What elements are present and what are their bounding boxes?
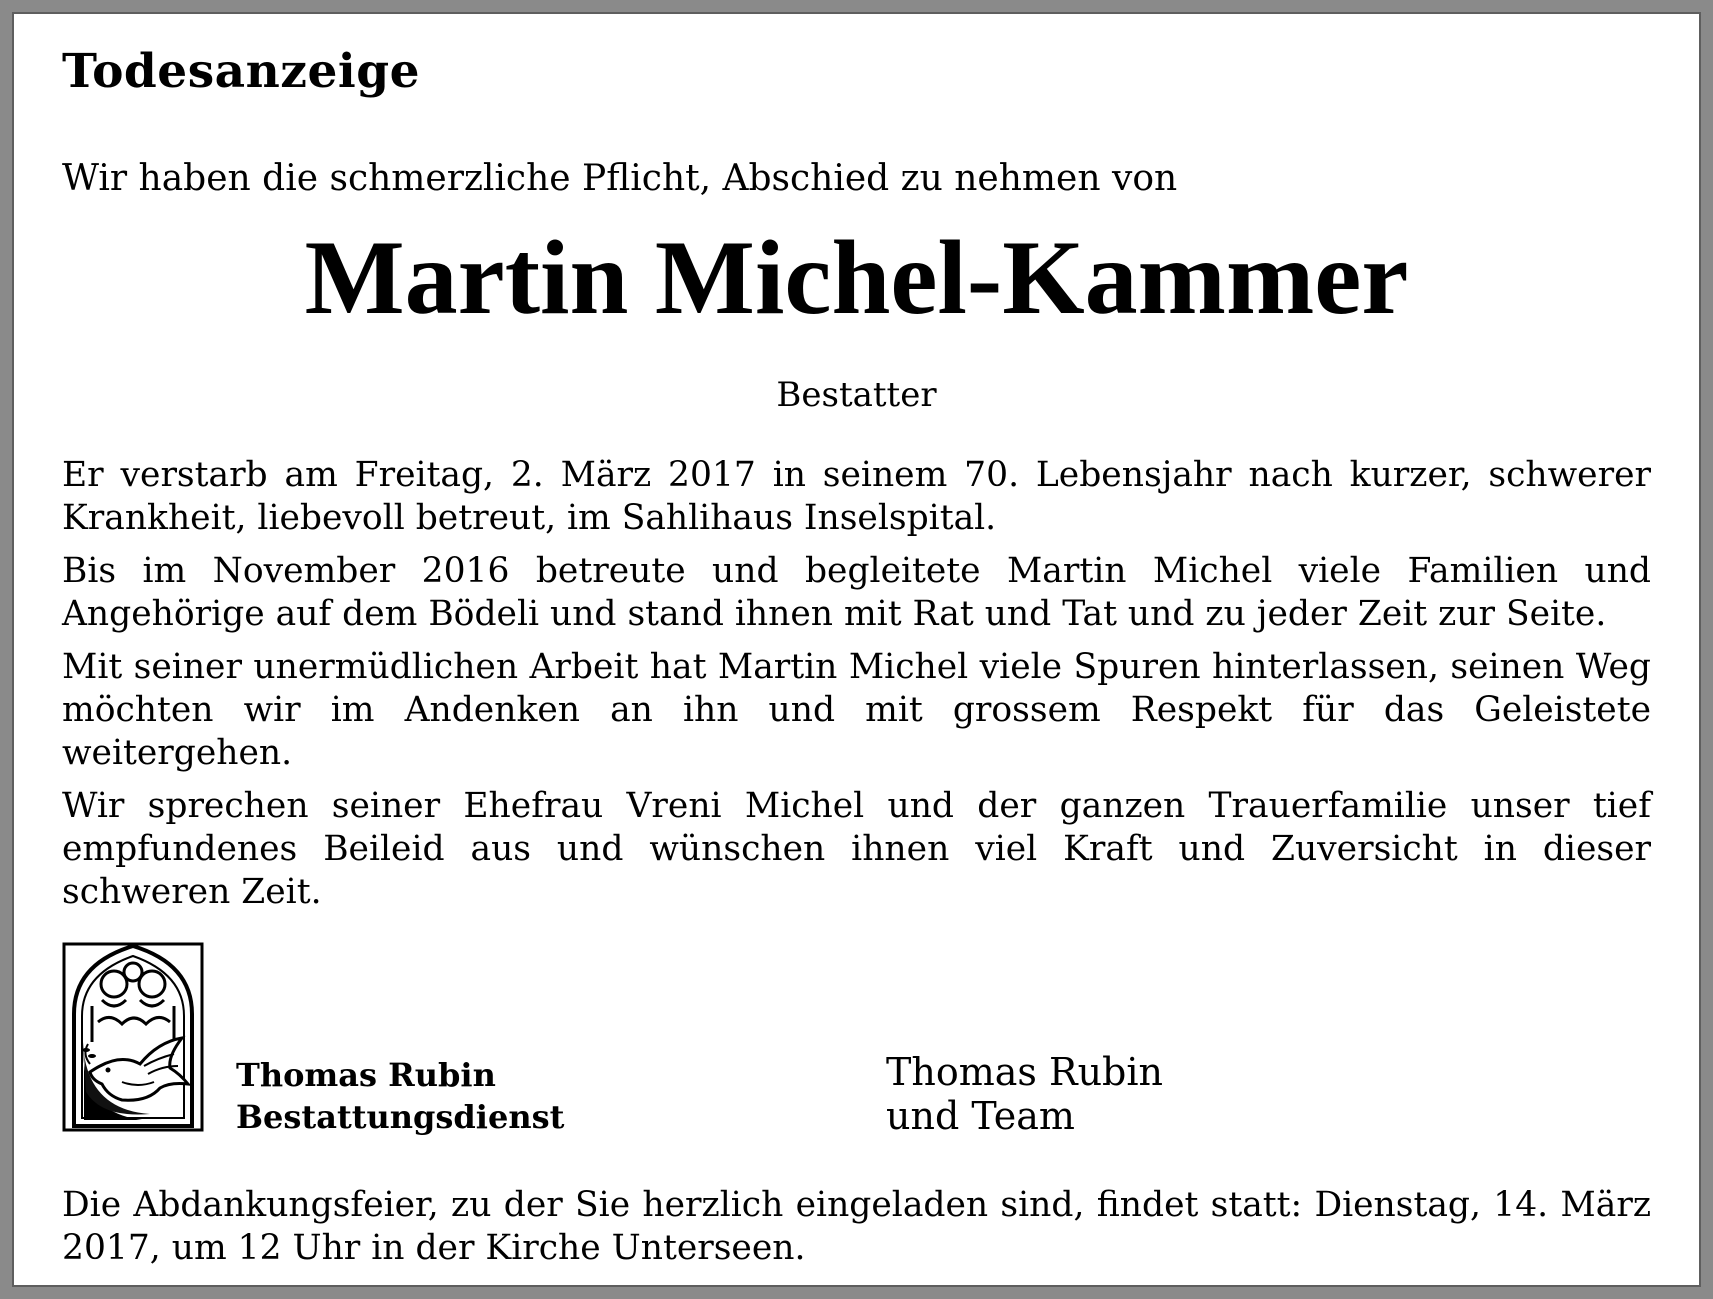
company-name: Thomas Rubin — [236, 1056, 496, 1094]
obituary-notice — [12, 12, 1701, 1287]
notice-heading: Todesanzeige — [62, 44, 420, 99]
company-type: Bestattungsdienst — [236, 1098, 565, 1136]
signature — [886, 1050, 1163, 1138]
deceased-name: Martin Michel-Kammer — [304, 219, 1409, 336]
notice-body — [62, 454, 1651, 924]
funeral-service-info: Die Abdankungsfeier, zu der Sie herzlich eingeladen sind, findet statt: Dienstag, 14. März 2017, um 12 Uhr in der Kirche Unterseen. — [62, 1185, 1651, 1268]
dove-stained-glass-window-icon — [62, 942, 204, 1132]
notice-intro: Wir haben die schmerzliche Pflicht, Abschied zu nehmen von — [62, 158, 1178, 199]
funeral-company — [236, 1054, 564, 1138]
signature-name: Thomas Rubin — [886, 1050, 1164, 1094]
paragraph-legacy: Mit seiner unermüdlichen Arbeit hat Martin Michel viele Spuren hinterlassen, seinen Weg möchten wir im Andenken an ihn und mit grossem Respekt für das Geleistete weitergehen. — [62, 647, 1651, 773]
signature-team: und Team — [886, 1094, 1075, 1138]
paragraph-death: Er verstarb am Freitag, 2. März 2017 in seinem 70. Lebensjahr nach kurzer, schwerer Krankheit, liebevoll betreut, im Sahlihaus Inselspital. — [62, 455, 1651, 538]
paragraph-condolence: Wir sprechen seiner Ehefrau Vreni Michel und der ganzen Trauerfamilie unser tief empfundenes Beileid aus und wünschen ihnen viel Kraft und Zuversicht in dieser schweren Zeit. — [62, 786, 1651, 912]
deceased-profession: Bestatter — [776, 375, 937, 415]
paragraph-career: Bis im November 2016 betreute und begleitete Martin Michel viele Familien und Angehörige auf dem Bödeli und stand ihnen mit Rat und Tat und zu jeder Zeit zur Seite. — [62, 551, 1651, 634]
